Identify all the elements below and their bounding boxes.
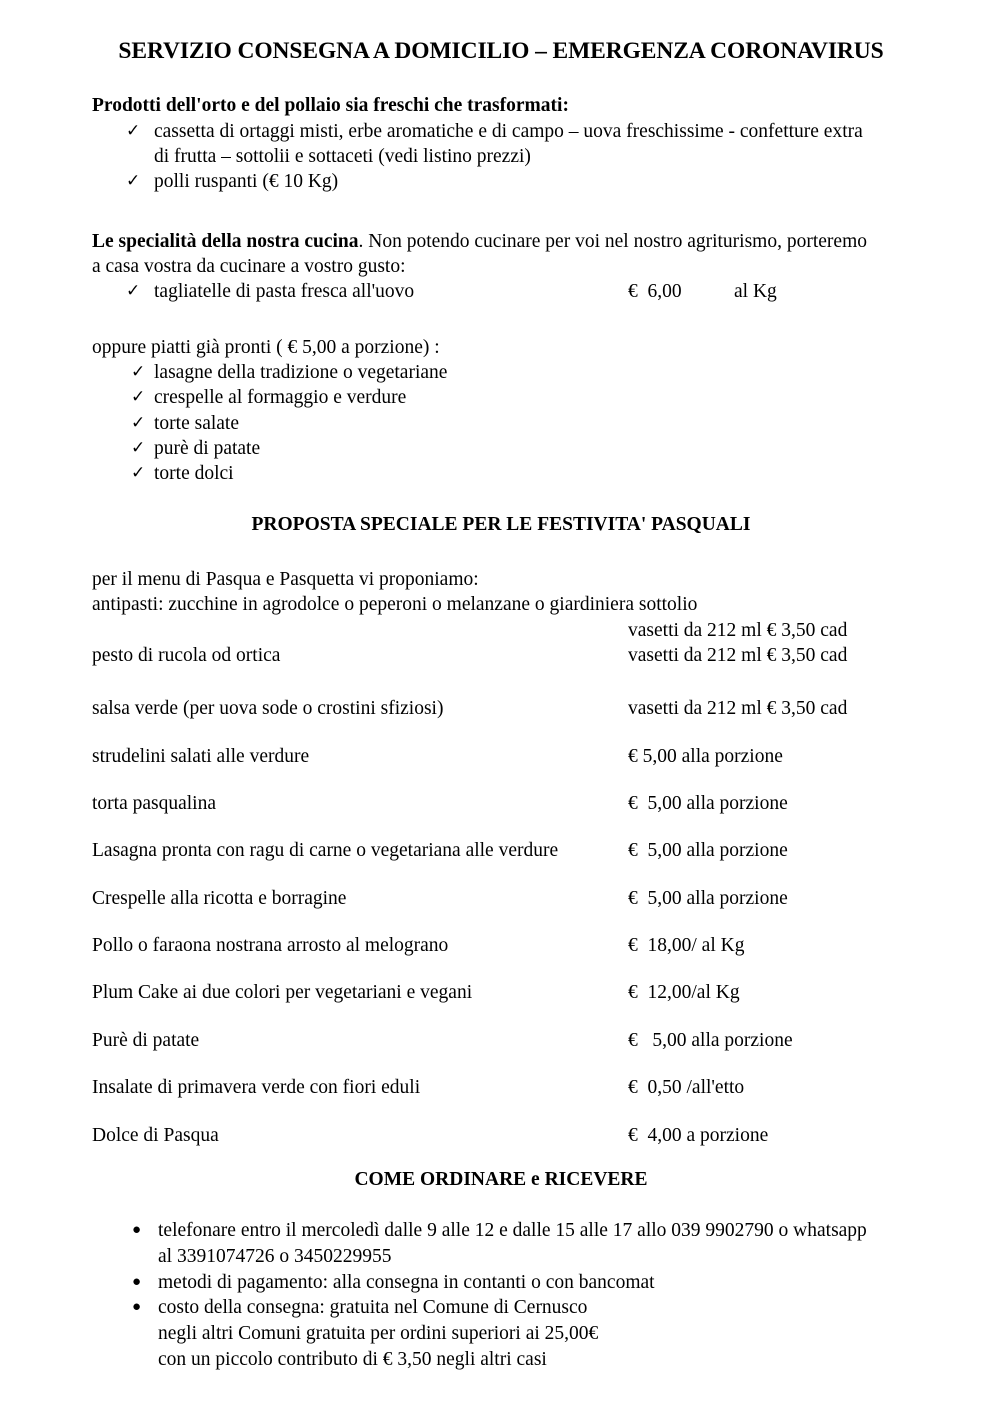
item-price: vasetti da 212 ml € 3,50 cad	[628, 619, 848, 641]
kitchen-list	[92, 279, 910, 304]
ready-dishes-list	[92, 360, 910, 487]
list-item-label: lasagne della tradizione o vegetariane	[154, 361, 448, 383]
price-row	[154, 279, 910, 304]
bullet-dot-icon: ●	[132, 1222, 142, 1239]
price-row	[92, 618, 910, 643]
list-item-label: torte salate	[154, 412, 239, 434]
item-name: Plum Cake ai due colori per vegetariani e vegani	[92, 982, 473, 1004]
price-row	[92, 744, 910, 769]
kitchen-lead-paragraph	[92, 229, 910, 254]
item-price: vasetti da 212 ml € 3,50 cad	[628, 645, 848, 667]
item-name: tagliatelle di pasta fresca all'uovo	[154, 281, 415, 303]
kitchen-lead-rest: . Non potendo cucinare per voi nel nostro agriturismo, porteremo	[358, 230, 867, 252]
check-icon: ✓	[126, 281, 141, 301]
price-row	[92, 1028, 910, 1053]
section-heading-order: COME ORDINARE e RICEVERE	[354, 1168, 648, 1190]
item-name: pesto di rucola od ortica	[92, 645, 281, 667]
produce-list	[92, 119, 910, 195]
list-item-line: polli ruspanti (€ 10 Kg)	[154, 171, 339, 193]
list-item	[92, 360, 910, 385]
item-price: € 0,50 /all'etto	[628, 1077, 745, 1099]
price-row	[92, 1123, 910, 1148]
item-price: € 4,00 a porzione	[628, 1124, 769, 1146]
item-name: Crespelle alla ricotta e borragine	[92, 887, 347, 909]
list-item-line: al 3391074726 o 3450229955	[158, 1245, 392, 1267]
list-item-line: di frutta – sottolii e sottaceti (vedi listino prezzi)	[154, 145, 531, 167]
price-row	[92, 933, 910, 958]
page-title: SERVIZIO CONSEGNA A DOMICILIO – EMERGENZA CORONAVIRUS	[118, 38, 884, 64]
check-icon: ✓	[131, 361, 146, 381]
item-name: Pollo o faraona nostrana arrosto al melograno	[92, 935, 449, 957]
list-item	[92, 1270, 910, 1296]
item-price: € 5,00 alla porzione	[628, 840, 788, 862]
list-item-line: metodi di pagamento: alla consegna in contanti o con bancomat	[158, 1271, 655, 1293]
list-item-line: negli altri Comuni gratuita per ordini superiori ai 25,00€	[158, 1323, 599, 1345]
list-item	[92, 436, 910, 461]
list-item	[92, 279, 910, 304]
list-item	[92, 385, 910, 410]
bullet-dot-icon: ●	[132, 1299, 142, 1316]
item-price: € 5,00 alla porzione	[628, 1029, 793, 1051]
price-row	[92, 838, 910, 863]
item-price: € 12,00/al Kg	[628, 982, 740, 1004]
check-icon: ✓	[126, 171, 141, 191]
list-item	[92, 119, 910, 170]
price-row	[92, 791, 910, 816]
price-row	[92, 696, 910, 721]
price-row	[92, 980, 910, 1005]
bullet-dot-icon: ●	[132, 1273, 142, 1290]
check-icon: ✓	[126, 120, 141, 140]
price-row	[92, 1075, 910, 1100]
item-name: Lasagna pronta con ragu di carne o vegetariana alle verdure	[92, 840, 559, 862]
easter-intro-line1: per il menu di Pasqua e Pasquetta vi proponiamo:	[92, 569, 479, 591]
check-icon: ✓	[131, 463, 146, 483]
list-item-label: purè di patate	[154, 437, 261, 459]
list-item-label: torte dolci	[154, 463, 234, 485]
item-name: salsa verde (per uova sode o crostini sfiziosi)	[92, 698, 444, 720]
item-price: € 5,00 alla porzione	[628, 745, 783, 767]
item-price: € 6,00	[628, 281, 682, 303]
item-name: Dolce di Pasqua	[92, 1124, 219, 1146]
item-price: € 5,00 alla porzione	[628, 887, 788, 909]
kitchen-lead-line2: a casa vostra da cucinare a vostro gusto:	[92, 255, 406, 277]
list-item-line: con un piccolo contributo di € 3,50 negli altri casi	[158, 1348, 547, 1370]
item-price: € 5,00 alla porzione	[628, 793, 788, 815]
list-item	[92, 461, 910, 486]
item-unit: al Kg	[734, 281, 777, 303]
section-heading-produce: Prodotti dell'orto e del pollaio sia freschi che trasformati:	[92, 95, 569, 117]
list-item-line: telefonare entro il mercoledì dalle 9 alle 12 e dalle 15 alle 17 allo 039 9902790 o whatsapp	[158, 1220, 867, 1242]
list-item	[92, 1218, 910, 1269]
order-instructions-list	[92, 1218, 910, 1372]
section-heading-easter: PROPOSTA SPECIALE PER LE FESTIVITA' PASQUALI	[251, 513, 751, 535]
list-item	[92, 1295, 910, 1372]
list-item-line: costo della consegna: gratuita nel Comune di Cernusco	[158, 1297, 588, 1319]
price-row	[92, 886, 910, 911]
item-price: € 18,00/ al Kg	[628, 935, 745, 957]
item-price: vasetti da 212 ml € 3,50 cad	[628, 698, 848, 720]
easter-intro-line2: antipasti: zucchine in agrodolce o peperoni o melanzane o giardiniera sottolio	[92, 594, 698, 616]
check-icon: ✓	[131, 412, 146, 432]
item-name: strudelini salati alle verdure	[92, 745, 310, 767]
list-item	[92, 169, 910, 194]
ready-dishes-intro: oppure piatti già pronti ( € 5,00 a porzione) :	[92, 336, 440, 358]
list-item-label: crespelle al formaggio e verdure	[154, 387, 407, 409]
item-name: torta pasqualina	[92, 793, 216, 815]
list-item-line: cassetta di ortaggi misti, erbe aromatiche e di campo – uova freschissime - confetture extra	[154, 120, 863, 142]
list-item	[92, 411, 910, 436]
price-row	[92, 643, 910, 668]
check-icon: ✓	[131, 387, 146, 407]
check-icon: ✓	[131, 437, 146, 457]
item-name: Purè di patate	[92, 1029, 200, 1051]
item-name: Insalate di primavera verde con fiori eduli	[92, 1077, 421, 1099]
kitchen-lead-bold: Le specialità della nostra cucina	[92, 230, 359, 252]
